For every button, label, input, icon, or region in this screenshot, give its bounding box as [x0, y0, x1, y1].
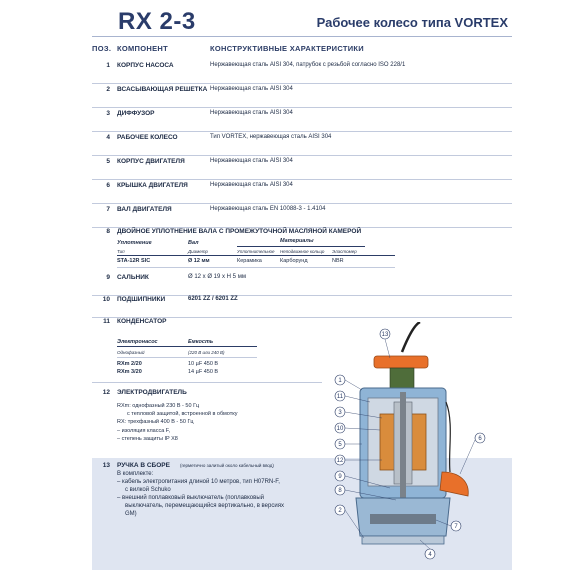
- callout-12: [335, 455, 345, 465]
- row-number: 5: [106, 158, 110, 165]
- row-number: 11: [103, 318, 110, 325]
- cap-r2-val: 14 µF 450 В: [188, 369, 219, 375]
- seal-ring: Керамика: [237, 258, 262, 264]
- motor-shaft: [400, 392, 406, 508]
- note-line: выключатель, перемещающийся вертикально, в версиях: [125, 503, 284, 509]
- callout-9: [335, 471, 345, 481]
- note-line: с вилкой Schuko: [125, 487, 171, 493]
- row-number: 3: [106, 110, 110, 117]
- callout-13: [380, 329, 390, 339]
- row-component: ДВОЙНОЕ УПЛОТНЕНИЕ ВАЛА С ПРОМЕЖУТОЧНОЙ МАСЛЯНОЙ КАМЕРОЙ: [117, 228, 362, 235]
- svg-text:6: 6: [478, 436, 482, 442]
- table-row: [92, 318, 322, 340]
- col-pos: ПОЗ.: [92, 44, 112, 53]
- row-spec: Нержавеющая сталь AISI 304: [210, 86, 293, 92]
- header: [0, 0, 570, 40]
- note-title-detail: (герметично залитый около кабельный ввод): [180, 463, 274, 468]
- svg-text:7: 7: [454, 524, 458, 530]
- svg-text:4: 4: [428, 552, 432, 558]
- row-divider: [92, 203, 512, 204]
- row-component: КРЫШКА ДВИГАТЕЛЯ: [117, 182, 188, 189]
- motor-line: с тепловой защитой, встроенной в обмотку: [127, 411, 238, 417]
- row-number: 12: [102, 389, 110, 396]
- callout-4: [425, 549, 435, 559]
- suction-strainer: [362, 536, 444, 544]
- col-spec: КОНСТРУКТИВНЫЕ ХАРАКТЕРИСТИКИ: [210, 44, 364, 53]
- row-divider: [92, 155, 512, 156]
- table-row: [92, 182, 512, 204]
- table-row: [92, 158, 512, 180]
- note-line: GM): [125, 511, 137, 517]
- row-spec: Нержавеющая сталь AISI 304: [210, 110, 293, 116]
- seal-fixed: Карборунд: [280, 258, 308, 264]
- row-number: 1: [106, 62, 110, 69]
- cable-gland: [390, 368, 414, 390]
- seal-h-shaft: Вал: [188, 240, 199, 246]
- seal-h-fixed: Неподвижное кольцо: [280, 249, 325, 254]
- row-divider: [92, 131, 512, 132]
- callout-3: [335, 407, 345, 417]
- table-row: [92, 296, 512, 318]
- model-title: RX 2-3: [118, 8, 196, 35]
- row-number: 4: [106, 134, 110, 141]
- seal-header-rule: [117, 255, 395, 256]
- row-number: 8: [106, 228, 110, 235]
- row-divider: [92, 107, 512, 108]
- cap-h-pump: Электронасос: [117, 339, 158, 345]
- svg-text:5: 5: [338, 442, 342, 448]
- cap-h-volt: (220 В или 240 В): [188, 350, 225, 355]
- row-divider: [92, 179, 512, 180]
- seal-h-elastomer: Эластомер: [332, 249, 357, 254]
- cap-rule: [117, 357, 257, 358]
- table-row: [92, 110, 512, 132]
- row-component: КОНДЕНСАТОР: [117, 318, 167, 325]
- callout-11: [335, 391, 345, 401]
- cap-header-rule: [117, 346, 257, 347]
- seal-rule: [117, 267, 395, 268]
- callout-7: [451, 521, 461, 531]
- float-cable: [446, 402, 450, 472]
- row-number: 6: [106, 182, 110, 189]
- callout-1: [335, 375, 345, 385]
- seal-h-type: Тип: [117, 249, 125, 254]
- cap-h-cap: Емкость: [188, 339, 214, 345]
- header-rule: [92, 36, 512, 37]
- power-cable: [402, 322, 420, 352]
- row-number: 10: [102, 296, 110, 303]
- seal-diam: Ø 12 мм: [188, 258, 210, 264]
- svg-text:10: 10: [336, 426, 344, 432]
- svg-text:13: 13: [381, 332, 389, 338]
- note-title: РУЧКА В СБОРЕ: [117, 462, 170, 469]
- row-divider: [92, 83, 512, 84]
- row-component: ВСАСЫВАЮЩАЯ РЕШЕТКА: [117, 86, 208, 93]
- svg-text:11: 11: [336, 394, 344, 400]
- table-row: [92, 274, 512, 296]
- callout-10: [335, 423, 345, 433]
- row-component: КОРПУС ДВИГАТЕЛЯ: [117, 158, 185, 165]
- seal-h-ring: Уплотнительное: [237, 249, 275, 254]
- row-component: ВАЛ ДВИГАТЕЛЯ: [117, 206, 172, 213]
- row-spec: Нержавеющая сталь AISI 304, патрубок с резьбой согласно ISO 228/1: [210, 62, 406, 68]
- cap-r2-model: RXm 3/20: [117, 369, 142, 375]
- cap-r1-val: 10 µF 450 В: [188, 361, 219, 367]
- row-component: ЭЛЕКТРОДВИГАТЕЛЬ: [117, 389, 187, 396]
- motor-line: RXm: однофазный 230 В - 50 Гц: [117, 403, 200, 409]
- table-row: [92, 62, 512, 84]
- seal-type: STA-12R SIC: [117, 258, 151, 264]
- row-component: ДИФФУЗОР: [117, 110, 155, 117]
- handle-assembly: [374, 356, 428, 368]
- motor-line: RX: трехфазный 400 В - 50 Гц: [117, 419, 194, 425]
- note-line: – кабель электропитания длиной 10 метров, тип H07RN-F,: [117, 479, 280, 485]
- motor-line: – изоляция класса F,: [117, 428, 171, 434]
- cap-r1-model: RXm 2/20: [117, 361, 142, 367]
- callout-2: [335, 505, 345, 515]
- row-number: 13: [102, 462, 110, 469]
- svg-text:3: 3: [338, 410, 342, 416]
- table-row: [92, 134, 512, 156]
- table-row: [92, 206, 512, 228]
- table-row: [92, 86, 512, 108]
- note-line: – внешний поплавковый выключатель (поплавковый: [117, 495, 264, 501]
- row-component: ПОДШИПНИКИ: [117, 296, 166, 303]
- row-component: РАБОЧЕЕ КОЛЕСО: [117, 134, 178, 141]
- row-spec: Нержавеющая сталь AISI 304: [210, 182, 293, 188]
- col-component: КОМПОНЕНТ: [117, 44, 168, 53]
- row-spec: Нержавеющая сталь AISI 304: [210, 158, 293, 164]
- row-spec: 6201 ZZ / 6201 ZZ: [188, 296, 238, 302]
- svg-text:12: 12: [336, 458, 344, 464]
- seal-h-seal: Уплотнение: [117, 240, 152, 246]
- seal-elastomer: NBR: [332, 258, 344, 264]
- seal-h-materials: Материалы: [280, 238, 314, 244]
- row-spec: Нержавеющая сталь EN 10088-3 - 1.4104: [210, 206, 326, 212]
- row-number: 2: [106, 86, 110, 93]
- svg-text:1: 1: [338, 378, 342, 384]
- callout-8: [335, 485, 345, 495]
- cap-h-phase: Однофазный: [117, 350, 145, 355]
- materials-rule: [237, 246, 365, 247]
- impeller-type: Рабочее колесо типа VORTEX: [316, 15, 508, 30]
- row-component: САЛЬНИК: [117, 274, 149, 281]
- impeller: [370, 514, 436, 524]
- callout-6: [475, 433, 485, 443]
- seal-h-diam: Диаметр: [188, 249, 208, 254]
- row-number: 7: [106, 206, 110, 213]
- note-line: В комплекте:: [117, 471, 154, 477]
- row-spec: Ø 12 x Ø 19 x H 5 мм: [188, 274, 246, 280]
- svg-text:8: 8: [338, 488, 342, 494]
- svg-text:9: 9: [338, 474, 342, 480]
- pump-cutaway-drawing: [330, 322, 490, 562]
- callout-5: [335, 439, 345, 449]
- cap-bottom-rule: [92, 382, 322, 383]
- row-number: 9: [106, 274, 110, 281]
- svg-text:2: 2: [338, 508, 342, 514]
- motor-line: – степень защиты IP X8: [117, 436, 178, 442]
- row-spec: Тип VORTEX, нержавеющая сталь AISI 304: [210, 134, 332, 140]
- row-component: КОРПУС НАСОСА: [117, 62, 174, 69]
